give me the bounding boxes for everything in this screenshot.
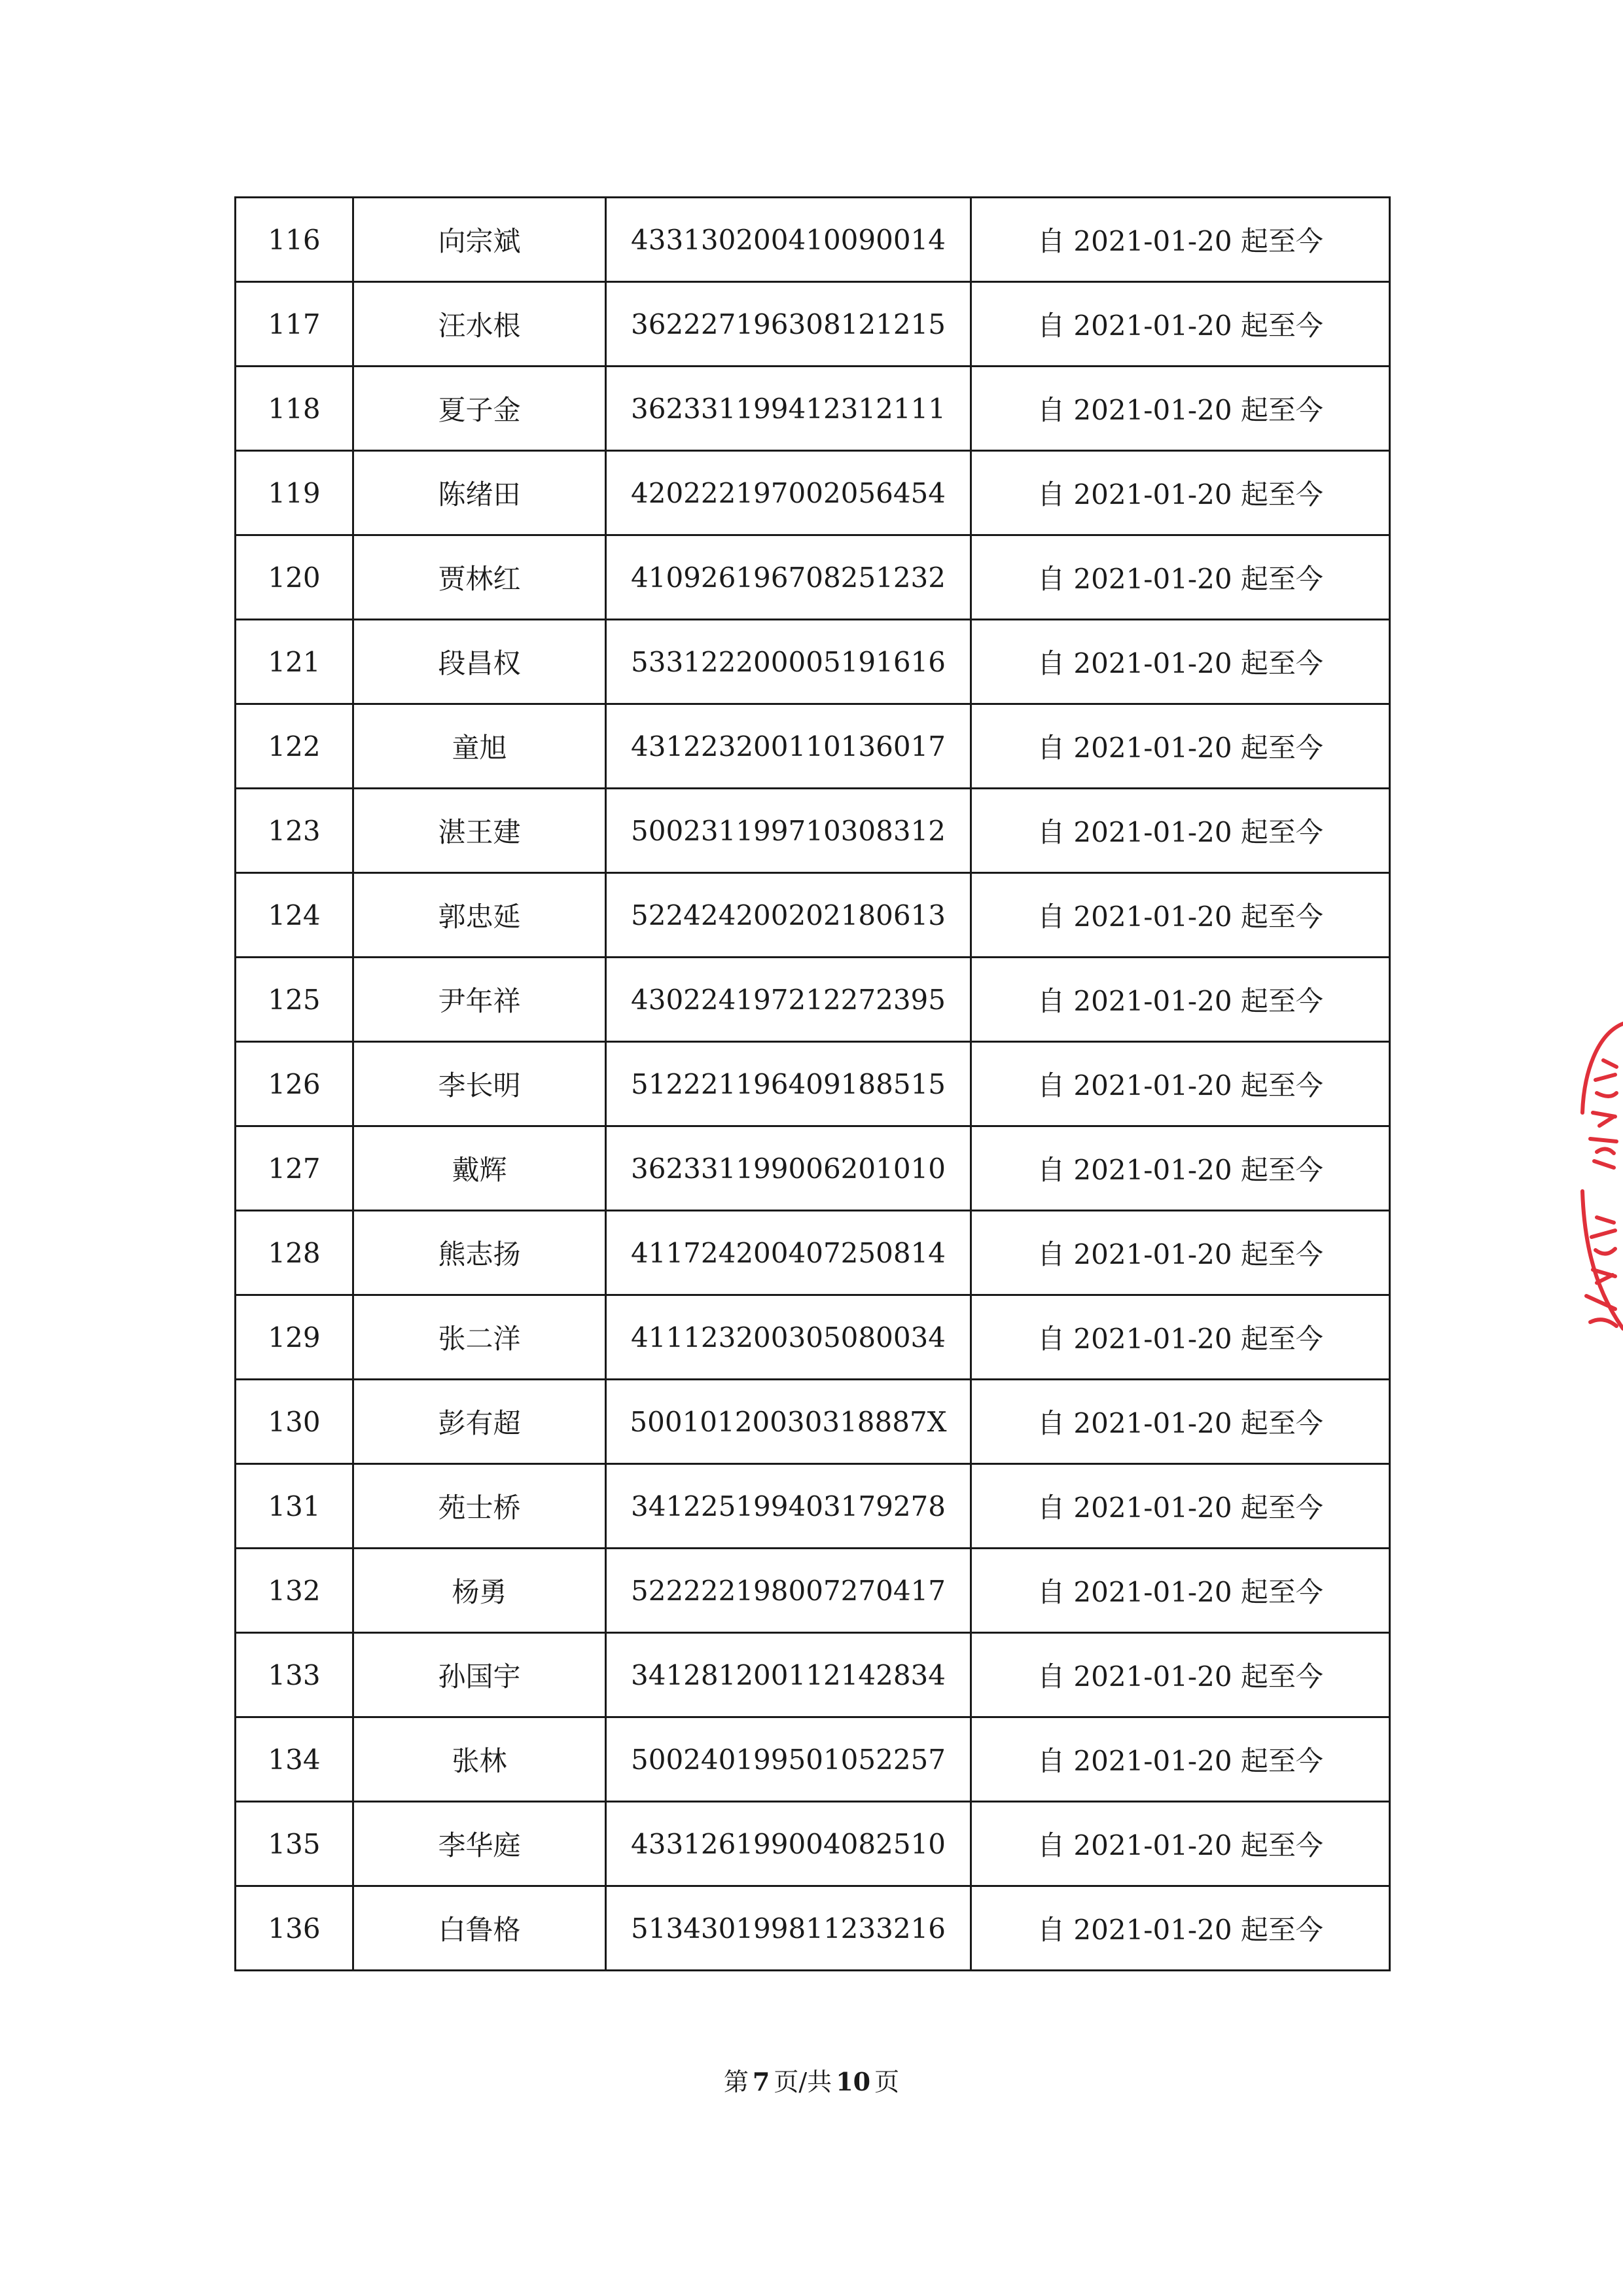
- row-number: 124: [236, 873, 353, 958]
- id-number: 362331199006201010: [606, 1126, 971, 1211]
- person-name: 苑士桥: [353, 1464, 606, 1549]
- table-row: [236, 535, 1390, 620]
- id-number: 410926196708251232: [606, 535, 971, 620]
- current-page-number: 7: [752, 2067, 770, 2096]
- person-name: 熊志扬: [353, 1211, 606, 1295]
- table-row: [236, 704, 1390, 789]
- person-name: 李华庭: [353, 1802, 606, 1886]
- person-name: 夏子金: [353, 367, 606, 451]
- person-name: 贾林红: [353, 535, 606, 620]
- table-row: [236, 789, 1390, 873]
- footer-prefix: 第: [723, 2068, 749, 2096]
- date-period: 自 2021-01-20 起至今: [971, 367, 1390, 451]
- row-number: 118: [236, 367, 353, 451]
- row-number: 130: [236, 1380, 353, 1464]
- date-period: 自 2021-01-20 起至今: [971, 1802, 1390, 1886]
- row-number: 129: [236, 1295, 353, 1380]
- date-period: 自 2021-01-20 起至今: [971, 1549, 1390, 1633]
- footer-middle: 页/共: [774, 2068, 832, 2096]
- person-name: 向宗斌: [353, 198, 606, 282]
- row-number: 128: [236, 1211, 353, 1295]
- date-period: 自 2021-01-20 起至今: [971, 1042, 1390, 1126]
- id-number: 341281200112142834: [606, 1633, 971, 1717]
- table-row: [236, 451, 1390, 535]
- date-period: 自 2021-01-20 起至今: [971, 1886, 1390, 1971]
- date-period: 自 2021-01-20 起至今: [971, 873, 1390, 958]
- footer-suffix: 页: [874, 2068, 900, 2096]
- row-number: 116: [236, 198, 353, 282]
- table-row: [236, 1042, 1390, 1126]
- row-number: 136: [236, 1886, 353, 1971]
- date-period: 自 2021-01-20 起至今: [971, 704, 1390, 789]
- id-number: 433130200410090014: [606, 198, 971, 282]
- date-period: 自 2021-01-20 起至今: [971, 535, 1390, 620]
- seal-stamp-partial-icon: [1577, 1021, 1623, 1374]
- person-name: 孙国宇: [353, 1633, 606, 1717]
- table-row: [236, 873, 1390, 958]
- date-period: 自 2021-01-20 起至今: [971, 1211, 1390, 1295]
- person-name: 李长明: [353, 1042, 606, 1126]
- table-row: [236, 1126, 1390, 1211]
- id-number: 431223200110136017: [606, 704, 971, 789]
- table-row: [236, 1464, 1390, 1549]
- table-row: [236, 198, 1390, 282]
- person-name: 湛王建: [353, 789, 606, 873]
- table-row: [236, 1380, 1390, 1464]
- personnel-table-body: [236, 198, 1390, 1971]
- total-page-number: 10: [836, 2067, 871, 2096]
- date-period: 自 2021-01-20 起至今: [971, 198, 1390, 282]
- table-row: [236, 282, 1390, 367]
- table-row: [236, 1717, 1390, 1802]
- date-period: 自 2021-01-20 起至今: [971, 1717, 1390, 1802]
- row-number: 135: [236, 1802, 353, 1886]
- table-row: [236, 1295, 1390, 1380]
- row-number: 131: [236, 1464, 353, 1549]
- id-number: 433126199004082510: [606, 1802, 971, 1886]
- id-number: 411724200407250814: [606, 1211, 971, 1295]
- id-number: 522424200202180613: [606, 873, 971, 958]
- id-number: 500240199501052257: [606, 1717, 971, 1802]
- table-row: [236, 958, 1390, 1042]
- table-row: [236, 1633, 1390, 1717]
- table-row: [236, 1886, 1390, 1971]
- person-name: 彭有超: [353, 1380, 606, 1464]
- person-name: 郭忠延: [353, 873, 606, 958]
- person-name: 陈绪田: [353, 451, 606, 535]
- row-number: 117: [236, 282, 353, 367]
- row-number: 125: [236, 958, 353, 1042]
- personnel-table: [234, 196, 1391, 1971]
- table-row: [236, 620, 1390, 704]
- id-number: 362331199412312111: [606, 367, 971, 451]
- table-row: [236, 1802, 1390, 1886]
- row-number: 122: [236, 704, 353, 789]
- date-period: 自 2021-01-20 起至今: [971, 1295, 1390, 1380]
- row-number: 120: [236, 535, 353, 620]
- id-number: 341225199403179278: [606, 1464, 971, 1549]
- date-period: 自 2021-01-20 起至今: [971, 620, 1390, 704]
- id-number: 420222197002056454: [606, 451, 971, 535]
- person-name: 杨勇: [353, 1549, 606, 1633]
- row-number: 132: [236, 1549, 353, 1633]
- id-number: 362227196308121215: [606, 282, 971, 367]
- id-number: 513430199811233216: [606, 1886, 971, 1971]
- person-name: 汪水根: [353, 282, 606, 367]
- id-number: 411123200305080034: [606, 1295, 971, 1380]
- date-period: 自 2021-01-20 起至今: [971, 958, 1390, 1042]
- row-number: 121: [236, 620, 353, 704]
- person-name: 童旭: [353, 704, 606, 789]
- id-number: 50010120030318887X: [606, 1380, 971, 1464]
- id-number: 533122200005191616: [606, 620, 971, 704]
- id-number: 430224197212272395: [606, 958, 971, 1042]
- row-number: 133: [236, 1633, 353, 1717]
- date-period: 自 2021-01-20 起至今: [971, 789, 1390, 873]
- id-number: 522222198007270417: [606, 1549, 971, 1633]
- person-name: 尹年祥: [353, 958, 606, 1042]
- row-number: 119: [236, 451, 353, 535]
- date-period: 自 2021-01-20 起至今: [971, 1633, 1390, 1717]
- row-number: 126: [236, 1042, 353, 1126]
- table-row: [236, 1211, 1390, 1295]
- date-period: 自 2021-01-20 起至今: [971, 1380, 1390, 1464]
- id-number: 500231199710308312: [606, 789, 971, 873]
- row-number: 134: [236, 1717, 353, 1802]
- person-name: 戴辉: [353, 1126, 606, 1211]
- person-name: 段昌权: [353, 620, 606, 704]
- table-row: [236, 367, 1390, 451]
- date-period: 自 2021-01-20 起至今: [971, 282, 1390, 367]
- date-period: 自 2021-01-20 起至今: [971, 451, 1390, 535]
- person-name: 张二洋: [353, 1295, 606, 1380]
- date-period: 自 2021-01-20 起至今: [971, 1464, 1390, 1549]
- date-period: 自 2021-01-20 起至今: [971, 1126, 1390, 1211]
- person-name: 张林: [353, 1717, 606, 1802]
- row-number: 123: [236, 789, 353, 873]
- table-row: [236, 1549, 1390, 1633]
- id-number: 512221196409188515: [606, 1042, 971, 1126]
- person-name: 白鲁格: [353, 1886, 606, 1971]
- row-number: 127: [236, 1126, 353, 1211]
- page-footer: [0, 2062, 1623, 2098]
